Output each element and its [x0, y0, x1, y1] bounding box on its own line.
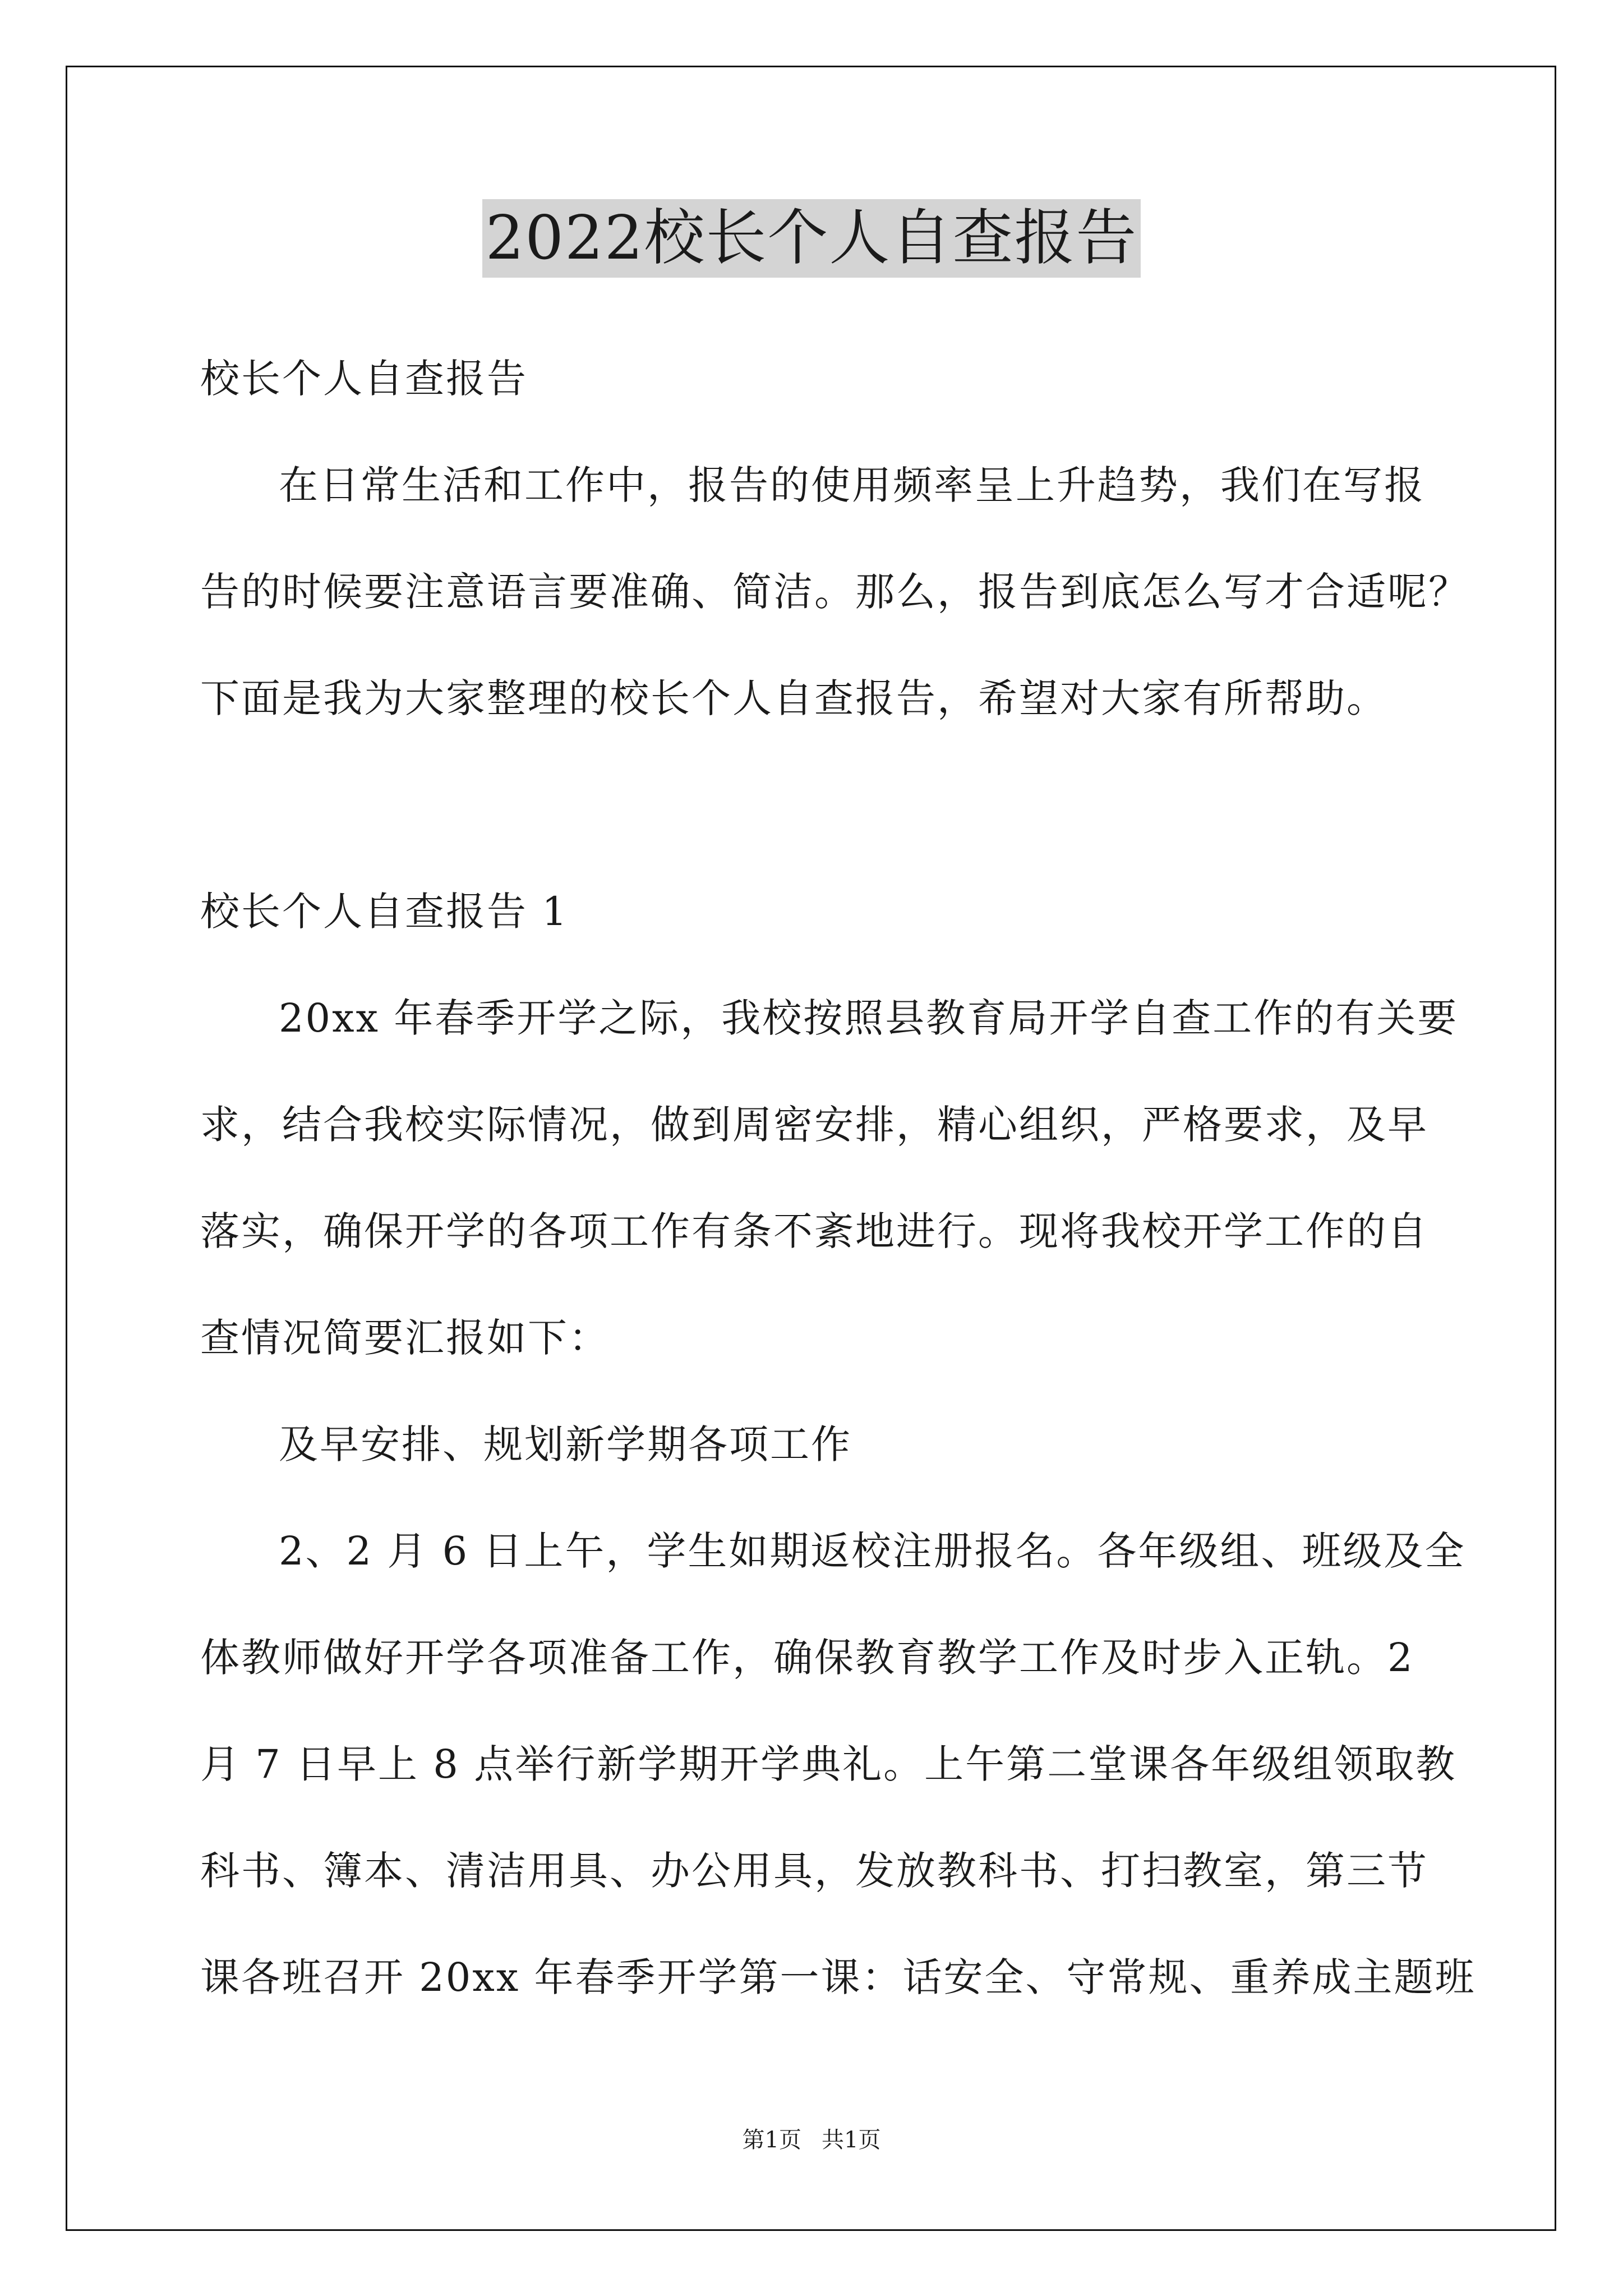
section-line: 课各班召开 20xx 年春季开学第一课：话安全、守常规、重养成主题班	[200, 1954, 1476, 2000]
section-line: 落实，确保开学的各项工作有条不紊地进行。现将我校开学工作的自	[200, 1208, 1428, 1254]
section-heading: 校长个人自查报告 1	[200, 889, 569, 935]
page-number: 第1页	[742, 2127, 801, 2153]
section-line: 科书、簿本、清洁用具、办公用具，发放教科书、打扫教室，第三节	[200, 1848, 1428, 1894]
section-line: 体教师做好开学各项准备工作，确保教育教学工作及时步入正轨。2	[200, 1635, 1414, 1681]
page-footer	[0, 2126, 1623, 2154]
title-container	[0, 199, 1623, 278]
intro-line: 下面是我为大家整理的校长个人自查报告，希望对大家有所帮助。	[200, 675, 1387, 721]
document-title: 2022校长个人自查报告	[482, 199, 1141, 278]
section-line: 查情况简要汇报如下：	[200, 1315, 610, 1361]
section-line: 及早安排、规划新学期各项工作	[279, 1421, 852, 1467]
intro-line: 在日常生活和工作中，报告的使用频率呈上升趋势，我们在写报	[279, 462, 1425, 508]
section-line: 20xx 年春季开学之际，我校按照县教育局开学自查工作的有关要	[279, 995, 1459, 1041]
page-total: 共1页	[822, 2127, 881, 2153]
intro-line: 告的时候要注意语言要准确、简洁。那么，报告到底怎么写才合适呢？	[200, 569, 1469, 615]
section-line: 月 7 日早上 8 点举行新学期开学典礼。上午第二堂课各年级组领取教	[200, 1741, 1457, 1787]
section-line: 2、2 月 6 日上午，学生如期返校注册报名。各年级组、班级及全	[279, 1528, 1466, 1574]
subtitle: 校长个人自查报告	[200, 356, 528, 402]
section-line: 求，结合我校实际情况，做到周密安排，精心组织，严格要求，及早	[200, 1102, 1428, 1148]
